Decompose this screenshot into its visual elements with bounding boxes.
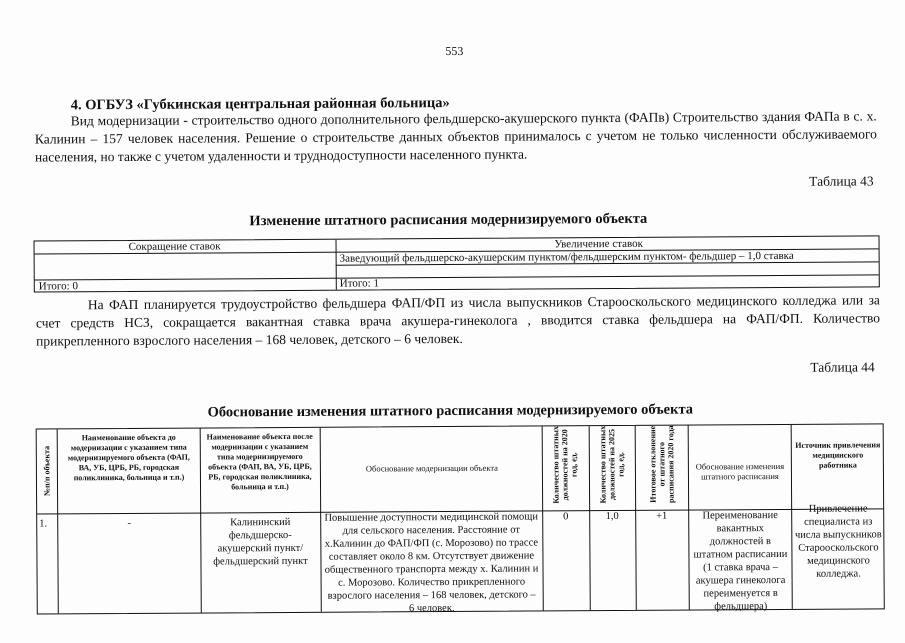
header-qty2025: Количество штатных должностей на 2025 год, ед. (598, 425, 626, 504)
header-rationale: Обоснование модернизации объекта (365, 462, 498, 474)
total-reduction: Итого: 0 (38, 280, 78, 293)
header-after: Наименование объекта после модернизации с указанием типа модернизируемого объекта (ФАП, ВА, УБ, ЦРБ, РБ, городская поликлиника, больница и т.п.) (206, 431, 313, 492)
header-before: Наименование объекта до модернизации с указанием типа модернизируемого объекта (ФАП, ВА, УБ, ЦРБ, РБ, городская поликлиника, больница и т.п.) (67, 432, 190, 483)
row-source: Привлечение специалиста из числа выпускников Старооскольского медицинского колледжа. (794, 503, 882, 580)
total-increase: Итого: 1 (339, 277, 379, 290)
paragraph-modernization: Вид модернизации - строительство одного дополнительного фельдшерско-акушерского пункта (ФАПв) Строительство здания ФАПа в с. х. Калинин – 157 человек населения. Решение о строительстве данных объектов принималось с учетом не только численности обслуживаемого населения, но также с учетом удаленности и труднодоступности населенного пункта. (34, 108, 877, 165)
col-reduction-header: Сокращение ставок (128, 240, 221, 253)
increase-item: Заведующий фельдшерско-акушерским пунктом/фельдшерским пунктом- фельдшер – 1,0 ставка (339, 249, 794, 265)
table-44-label: Таблица 44 (810, 359, 875, 375)
page-number: 553 (445, 43, 464, 59)
header-qty2020: Количество штатных должностей на 2020 год, ед. (551, 426, 579, 504)
row-num: 1. (39, 518, 48, 530)
header-change-reason: Обоснование изменения штатного расписания (695, 460, 785, 482)
header-source: Источник привлечения медицинского работника (795, 440, 881, 470)
section-heading: 4. ОГБУЗ «Губкинская центральная районная больница» (70, 94, 450, 114)
header-num: №п/п объекта (42, 445, 52, 497)
row-qty2025: 1,0 (605, 510, 619, 523)
row-deviation: +1 (656, 510, 668, 522)
row-rationale: Повышение доступности медицинской помощи для сельского населения. Расстояние от х.Калинин до ФАП/ФП (с. Морозово) по трассе составляет около 8 км. Отсутствует движение общественного транспорта между х. Калинин и с. Морозово. Количество прикрепленного взрослого населения – 168 человек, детского – 6 человек. (324, 511, 539, 615)
table-44 (36, 423, 885, 614)
col-increase-header: Увеличение ставок (554, 237, 644, 251)
paragraph-fap-staffing: На ФАП планируется трудоустройство фельдшера ФАП/ФП из числа выпускников Старооскольского медицинского колледжа или за счет средств НСЗ, сокращается вакантная ставка врача акушера-гинеколога , вводится ставка фельдшера на ФАП/ФП. Количество прикрепленного взрослого населения – 168 человек, детского – 6 человек. (35, 292, 881, 349)
row-change-reason: Переименование вакантных должностей в штатном расписании (1 ставка врача – акушера гинеколога переименуется в фельдшера) (693, 510, 788, 613)
row-qty2020: 0 (563, 511, 569, 523)
row-before: - (127, 517, 132, 529)
table-43-label: Таблица 43 (809, 173, 874, 189)
table-44-title: Обоснование изменения штатного расписания модернизируемого объекта (207, 401, 694, 421)
table-43-title: Изменение штатного расписания модернизируемого объекта (249, 210, 648, 230)
header-deviation: Итоговое отклонение от штатного расписания 2020 года (648, 425, 676, 504)
row-after: Калининский фельдшерско-акушерский пункт/фельдшерский пункт (213, 516, 308, 568)
table-43 (34, 235, 880, 292)
